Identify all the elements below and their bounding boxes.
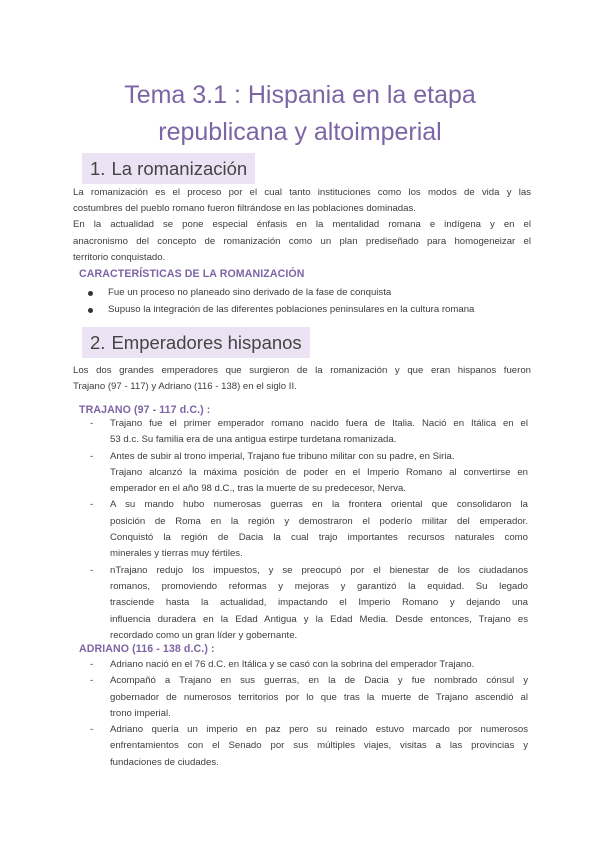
list-item-line: Trajano alcanzó la máxima posición de poder en el Imperio Romano al convertirse en: [110, 466, 528, 478]
list-item: [88, 722, 528, 771]
list-item-line: influencia duradera en la Edad Antigua y la Edad Media. Desde entonces, Trajano es: [110, 613, 528, 625]
list-item-line: romanos, promoviendo reformas y mejoras y garantizó la equidad. Su legado: [110, 580, 528, 592]
dash-marker: -: [90, 659, 94, 670]
list-item-text: Supuso la integración de las diferentes poblaciones peninsulares en la cultura romana: [108, 303, 475, 315]
emperadores-intro-paragraph: [73, 363, 531, 395]
trajano-list: [88, 416, 528, 644]
caracteristicas-list: [88, 285, 474, 318]
dash-marker: -: [90, 418, 94, 429]
list-item: [88, 449, 528, 498]
section-heading-romanizacion: [82, 153, 255, 184]
document-title-line-2: republicana y altoimperial: [158, 118, 442, 146]
section-number: 1.: [90, 158, 106, 179]
list-item-line: 53 d.c. Su familia era de una antigua estirpe turdetana romanizada.: [110, 434, 397, 446]
dash-marker: -: [90, 564, 94, 576]
list-item-line: minerales y tierras muy fértiles.: [110, 548, 243, 560]
adriano-list: [88, 657, 528, 771]
dash-marker: -: [90, 724, 94, 736]
caracteristicas-subheading: CARACTERÍSTICAS DE LA ROMANIZACIÓN: [79, 268, 305, 280]
paragraph-line: costumbres del pueblo romano fueron filtrándose en las poblaciones dominadas.: [73, 203, 416, 215]
section-heading-emperadores: [82, 327, 310, 358]
trajano-subheading: TRAJANO (97 - 117 d.C.) :: [79, 404, 211, 416]
dash-marker: -: [90, 450, 94, 462]
list-item-line: Adriano nació en el 76 d.C. en Itálica y se casó con la sobrina del emperador Trajano.: [110, 659, 475, 670]
list-item-line: trasciende hasta la actualidad, impactando el Imperio Romano y dejando una: [110, 597, 528, 609]
list-item: [88, 285, 474, 302]
bullet-icon: [88, 291, 93, 296]
paragraph-line: En la actualidad se pone especial énfasis en la mentalidad romana e indígena y en el: [73, 219, 531, 231]
adriano-subheading: ADRIANO (116 - 138 d.C.) :: [79, 643, 215, 655]
list-item: [88, 302, 474, 319]
dash-marker: -: [90, 675, 94, 687]
list-item: [88, 673, 528, 722]
list-item-line: enfrentamientos con el Senado por sus múltiples viajes, visitas a las provincias y: [110, 740, 528, 752]
paragraph-line: La romanización es el proceso por el cual tanto instituciones como los modos de vida y las: [73, 187, 531, 198]
romanizacion-paragraph: [73, 185, 531, 266]
list-item-line: recordado como un gran líder y gobernante.: [110, 629, 298, 641]
list-item-text: Fue un proceso no planeado sino derivado de la fase de conquista: [108, 287, 392, 298]
list-item-line: emperador en el año 98 d.C., tras la muerte de su predecesor, Nerva.: [110, 483, 406, 495]
list-item-line: Acompañó a Trajano en sus guerras, en la de Dacia y fue nombrado cónsul y: [110, 675, 528, 687]
list-item-line: trono imperial.: [110, 707, 171, 719]
list-item: [88, 416, 528, 449]
list-item: [88, 657, 528, 673]
paragraph-line: Los dos grandes emperadores que surgieron de la romanización y que eran hispanos fueron: [73, 365, 531, 376]
document-title-line-1: Tema 3.1 : Hispania en la etapa: [124, 81, 476, 109]
list-item-line: posición de Roma en la región y demostraron el poderío militar del emperador.: [110, 515, 528, 527]
list-item-line: A su mando hubo numerosas guerras en la frontera oriental que consolidaron la: [110, 499, 528, 511]
paragraph-line: territorio conquistado.: [73, 251, 166, 263]
paragraph-line: anacronismo del concepto de romanización como un plan prediseñado para homogeneizar el: [73, 235, 531, 247]
list-item: [88, 497, 528, 562]
section-title: La romanización: [111, 158, 248, 179]
section-title: Emperadores hispanos: [111, 332, 302, 353]
dash-marker: -: [90, 499, 94, 511]
list-item-line: Trajano fue el primer emperador romano nacido fuera de Italia. Nació en Itálica en el: [110, 418, 528, 429]
list-item-line: nTrajano redujo los impuestos, y se preocupó por el bienestar de los ciudadanos: [110, 564, 528, 576]
list-item-line: gobernador de numerosos territorios por lo que tras la muerte de Trajano ascendió al: [110, 691, 528, 703]
bullet-icon: [88, 308, 93, 313]
section-number: 2.: [90, 332, 106, 353]
list-item: [88, 563, 528, 644]
list-item-line: Antes de subir al trono imperial, Trajano fue tribuno militar con su padre, en Siria.: [110, 450, 455, 462]
paragraph-line: Trajano (97 - 117) y Adriano (116 - 138) en el siglo II.: [73, 381, 297, 393]
list-item-line: Conquistó la región de Dacia la cual trajo importantes recursos naturales como: [110, 532, 528, 544]
list-item-line: Adriano quería un imperio en paz pero su reinado estuvo marcado por numerosos: [110, 724, 528, 736]
list-item-line: fundaciones de ciudades.: [110, 756, 219, 768]
